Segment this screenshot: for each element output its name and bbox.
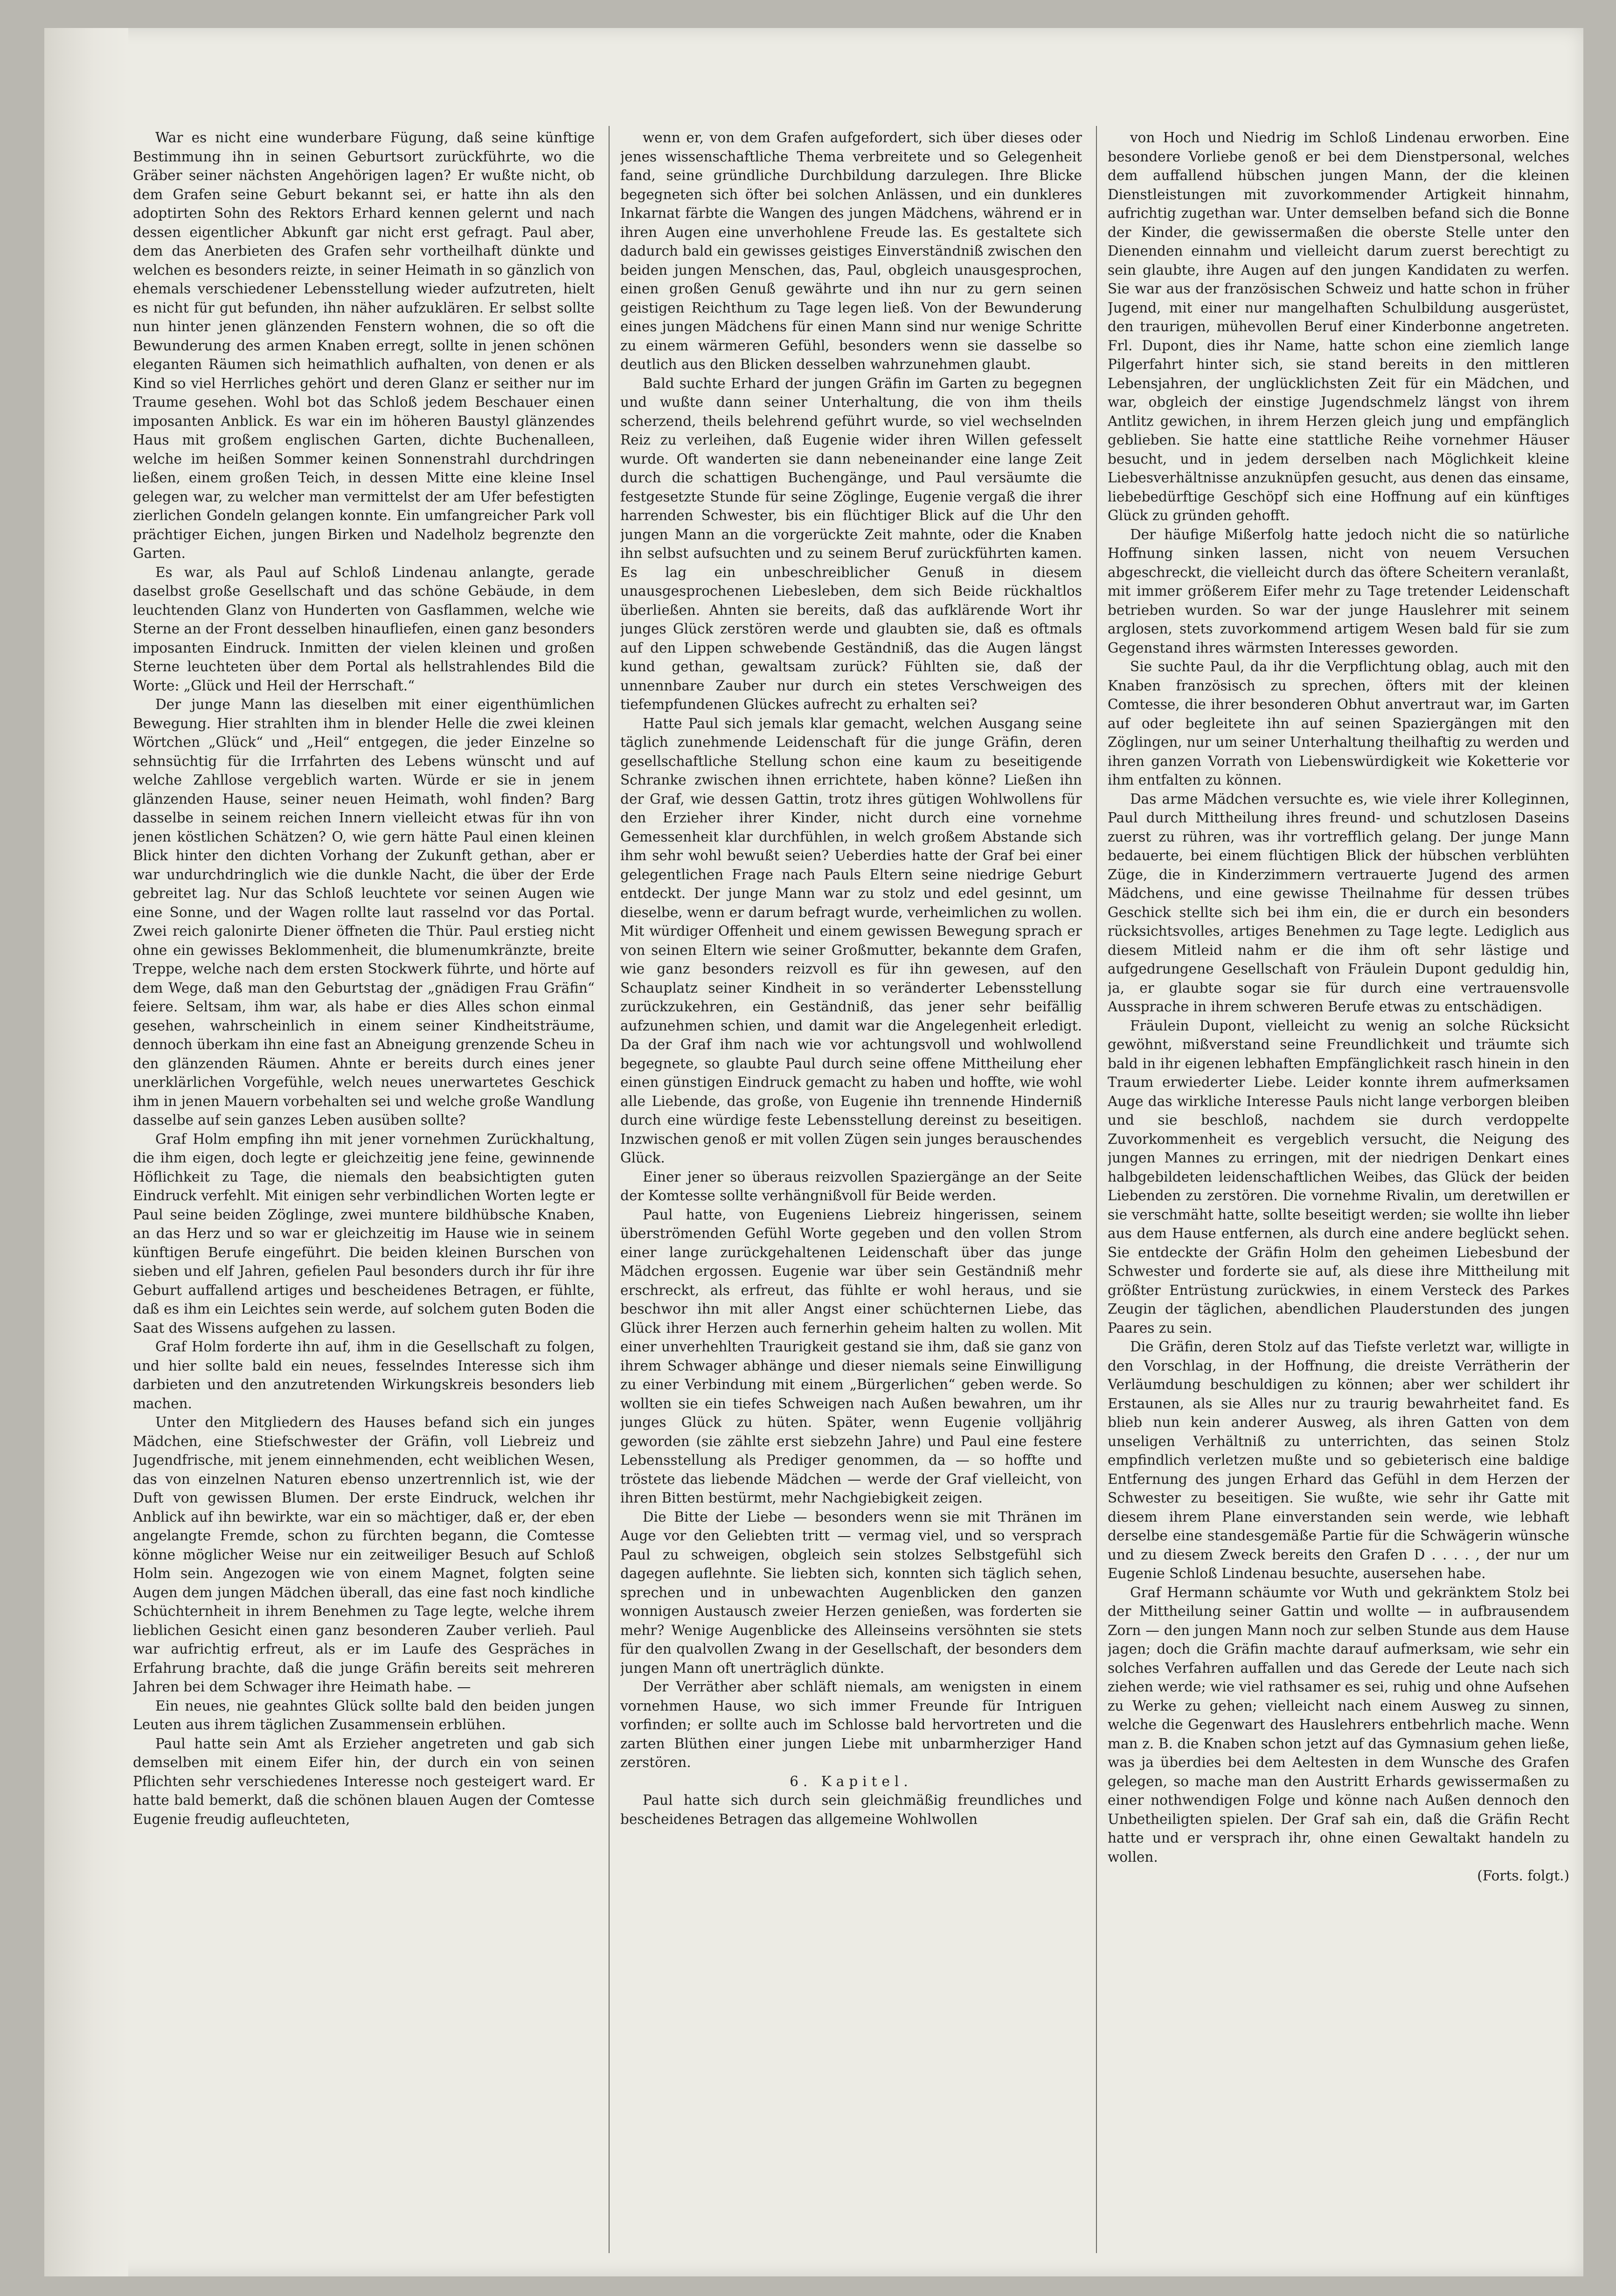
paragraph: Die Bitte der Liebe — besonders wenn sie mit Thränen im Auge vor den Geliebten tritt — vermag viel, und so versprach Paul zu schweigen, obgleich sein stolzes Selbstgefühl sich dagegen auflehnte. Sie liebten sich, konnten sich täglich sehen, sprechen und in unbewachten Augenblicken den ganzen wonnigen Austausch zweier Herzen genießen, was forderten sie mehr? Wenige Augenblicke des Alleinseins versöhnten sie stets für den qualvollen Zwang in der Gesellschaft, der besonders dem jungen Mann oft unerträglich dünkte. [620,1509,1082,1676]
text-column-2 [620,128,1082,2255]
continuation-note: (Forts. folgt.) [1477,1868,1569,1884]
paragraph: War es nicht eine wunderbare Fügung, daß seine künftige Bestimmung ihn in seinen Geburtsort zurückführte, wo die Gräber seiner nächsten Angehörigen lagen? Er wußte nicht, ob dem Grafen seine Geburt bekannt sei, er hatte ihn als den adoptirten Sohn des Rektors Erhard kennen gelernt und nach dessen eigentlicher Abkunft gar nicht erst gefragt. Paul aber, dem das Anerbieten des Grafen sehr vortheilhaft dünkte und welchen es besonders reizte, in seiner Heimath in so gänzlich von ehemals verschiedener Lebensstellung wieder aufzutreten, hielt es nicht für gut befunden, ihn näher aufzuklären. Er selbst sollte nun hinter jenen glänzenden Fenstern wohnen, die so oft die Bewunderung des armen Knaben erregt, sollte in jenen schönen eleganten Räumen sich heimathlich aufhalten, von denen er als Kind so viel Herrliches gehört und deren Glanz er seither nur im Traume gesehen. Wohl bot das Schloß jedem Beschauer einen imposanten Anblick. Es war ein im höheren Baustyl glänzendes Haus mit großem englischen Garten, dichte Buchenalleen, welche im heißen Sommer keinen Sonnenstrahl durchdringen ließen, einem großen Teich, in dessen Mitte eine kleine Insel gelegen war, zu welcher man vermittelst der am Ufer befestigten zierlichen Gondeln gelangen konnte. Ein umfangreicher Park voll prächtiger Eichen, jungen Birken und Nadelholz begrenzte den Garten. [133,130,595,561]
newspaper-page [44,28,1583,2276]
paragraph: von Hoch und Niedrig im Schloß Lindenau erworben. Eine besondere Vorliebe genoß er bei dem Dienstpersonal, welches dem auffallend hübschen jungen Mann, der die kleinen Dienstleistungen mit zuvorkommender Artigkeit hinnahm, aufrichtig zugethan war. Unter demselben befand sich die Bonne der Kinder, die gewissermaßen die oberste Stelle unter den Dienenden einnahm und vielleicht darum zuerst berechtigt zu sein glaubte, ihre Augen auf den jungen Kandidaten zu werfen. Sie war aus der französischen Schweiz und hatte schon in früher Jugend, mit einer nur mangelhaften Schulbildung ausgerüstet, den traurigen, mühevollen Beruf einer Kinderbonne angetreten. Frl. Dupont, dies ihr Name, hatte schon eine ziemlich lange Pilgerfahrt hinter sich, sie stand bereits in den mittleren Lebensjahren, der unglücklichsten Zeit für ein Mädchen, und war, obgleich der einstige Jugendschmelz längst von ihrem Antlitz gewichen, in ihrem Herzen gleich jung und empfänglich geblieben. Sie hatte eine stattliche Reihe vornehmer Häuser besucht, und in jedem derselben nach Möglichkeit kleine Liebesverhältnisse anzuknüpfen gesucht, aus denen das einsame, liebebedürftige Geschöpf sich eine Hoffnung auf ein künftiges Glück zu gründen gehofft. [1108,130,1569,523]
paragraph: Der Verräther aber schläft niemals, am wenigsten in einem vornehmen Hause, wo sich immer Freunde für Intriguen vorfinden; er sollte auch im Schlosse bald hervortreten und die zarten Blüthen einer jungen Liebe mit unbarmherziger Hand zerstören. [620,1679,1082,1770]
chapter-heading: 6. Kapitel. [790,1773,913,1789]
paragraph: Hatte Paul sich jemals klar gemacht, welchen Ausgang seine täglich zunehmende Leidenschaft für die junge Gräfin, deren gesellschaftliche Stellung schon eine kaum zu beseitigende Schranke zwischen ihnen errichtete, haben könne? Ließen ihn der Graf, wie dessen Gattin, trotz ihres gütigen Wohlwollens für den Erzieher ihrer Kinder, nicht durch eine vornehme Gemessenheit klar durchfühlen, in welch großem Abstande sich ihm sehr wohl bewußt seien? Ueberdies hatte der Graf bei einer gelegentlichen Frage nach Pauls Eltern seine niedrige Geburt entdeckt. Der junge Mann war zu stolz und edel gesinnt, um dieselbe, wenn er darum befragt wurde, verheimlichen zu wollen. Mit würdiger Offenheit und einem gewissen Bewegung sprach er von seinen Eltern wie seiner Großmutter, bekannte dem Grafen, wie ganz besonders reizvoll es für ihn gewesen, auf den Schauplatz seiner Kindheit in so veränderter Lebensstellung zurückzukehren, ein Geständniß, das jener sehr beifällig aufzunehmen schien, und damit war die Angelegenheit erledigt. Da der Graf ihm nach wie vor achtungsvoll und wohlwollend begegnete, so glaubte Paul durch seine offene Mittheilung eher einen günstigen Eindruck gemacht zu haben und hoffte, wie wohl alle Liebende, das große, von Eugenie ihn trennende Hinderniß durch eine würdige feste Lebensstellung dereinst zu beseitigen. Inzwischen genoß er mit vollen Zügen sein junges berauschendes Glück. [620,715,1082,1166]
paragraph: Der häufige Mißerfolg hatte jedoch nicht die so natürliche Hoffnung sinken lassen, nicht von neuem Versuchen abgeschreckt, die vielleicht durch das öftere Scheitern veranlaßt, mit immer größerem Eifer mehr zu Tage tretender Leidenschaft betrieben wurden. So war der junge Hauslehrer mit seinem arglosen, stets zuvorkommend artigem Wesen bald für sie zum Gegenstand ihres wärmsten Interesses geworden. [1108,526,1569,656]
text-column-3 [1108,128,1569,2255]
paragraph: Graf Hermann schäumte vor Wuth und gekränktem Stolz bei der Mittheilung seiner Gattin und wollte — in aufbrausendem Zorn — den jungen Mann noch zur selben Stunde aus dem Hause jagen; doch die Gräfin machte darauf aufmerksam, wie sehr ein solches Verfahren auffallen und das Gerede der Leute nach sich ziehen werde; wie viel rathsamer es sei, ruhig und ohne Aufsehen zu Werke zu gehen; vielleicht nach einem Ausweg zu sinnen, welche die Gegenwart des Hauslehrers entbehrlich mache. Wenn man z. B. die Knaben schon jetzt auf das Gymnasium gehen ließe, was ja überdies bei dem Aeltesten in dem Wunsche des Grafen gelegen, so mache man den Austritt Erhards gewissermaßen zu einer nothwendigen Folge und könne nach Außen dennoch den Unbetheiligten spielen. Der Graf sah ein, daß die Gräfin Recht hatte und er versprach ihr, ohne einen Gewaltakt handeln zu wollen. [1108,1584,1569,1865]
paragraph: Paul hatte sein Amt als Erzieher angetreten und gab sich demselben mit einem Eifer hin, der durch ein von seinen Pflichten sehr verschiedenes Interesse noch gesteigert ward. Er hatte bald bemerkt, daß die schönen blauen Augen der Comtesse Eugenie freudig aufleuchteten, [133,1735,595,1827]
page-binding-edge [44,28,128,2276]
paragraph: Die Gräfin, deren Stolz auf das Tiefste verletzt war, willigte in den Vorschlag, in der Hoffnung, die dreiste Verrätherin der Verläumdung beschuldigen zu können; aber wer schildert ihr Erstaunen, als sie Alles nur zu traurig bewahrheitet fand. Es blieb nun kein anderer Ausweg, als ihren Gatten von dem unseligen Verhältniß zu unterrichten, das seinen Stolz empfindlich verletzen mußte und so gebieterisch eine baldige Entfernung des jungen Erhard das Gefühl in dem Herzen der Schwester zu beseitigen. Sie wußte, wie sehr ihr Gatte mit diesem ihrem Plane einverstanden sein werde, wie lebhaft derselbe eine standesgemäße Partie für die Schwägerin wünsche und zu diesem Zweck bereits den Grafen D . . . . , der nur um Eugenie Schloß Lindenau besuchte, ausersehen habe. [1108,1339,1569,1581]
paragraph: Ein neues, nie geahntes Glück sollte bald den beiden jungen Leuten aus ihrem täglichen Zusammensein erblühen. [133,1698,595,1732]
paragraph: Graf Holm forderte ihn auf, ihm in die Gesellschaft zu folgen, und hier sollte bald ein neues, fesselndes Interesse sich ihm darbieten und den anzutretenden Wirkungskreis besonders lieb machen. [133,1339,595,1412]
paragraph: wenn er, von dem Grafen aufgefordert, sich über dieses oder jenes wissenschaftliche Thema verbreitete und so Gelegenheit fand, seine gründliche Durchbildung darzulegen. Ihre Blicke begegneten sich öfter bei solchen Anlässen, und ein dunkleres Inkarnat färbte die Wangen des jungen Mädchens, während er in ihren Augen eine unverhohlene Freude las. Es gestaltete sich dadurch bald ein gewisses geistiges Einverständniß zwischen den beiden jungen Menschen, das, Paul, obgleich unausgesprochen, einen großen Genuß gewährte und ihn nur zu gern seinen geistigen Reichthum zu Tage legen ließ. Von der Bewunderung eines jungen Mädchens für einen Mann sind nur wenige Schritte zu einem wärmeren Gefühl, besonders wenn sie dasselbe so deutlich aus den Blicken desselben wahrzunehmen glaubt. [620,130,1082,372]
paragraph: Unter den Mitgliedern des Hauses befand sich ein junges Mädchen, eine Stiefschwester der Gräfin, voll Liebreiz und Jugendfrische, mit jenem einnehmenden, echt weiblichen Wesen, das von einzelnen Naturen ebenso unzertrennlich ist, wie der Duft von gewissen Blumen. Der erste Eindruck, welchen ihr Anblick auf ihn bewirkte, war ein so mächtiger, daß er, der eben angelangte Fremde, schon zu fürchten begann, die Comtesse könne möglicher Weise nur ein zeitweiliger Besuch auf Schloß Holm sein. Angezogen wie von einem Magnet, folgten seine Augen dem jungen Mädchen überall, das eine fast noch kindliche Schüchternheit in ihrem Benehmen zu Tage legte, welche ihrem lieblichen Gesicht einen ganz besonderen Zauber verlieh. Paul war aufrichtig erfreut, als er im Laufe des Gespräches in Erfahrung brachte, daß die junge Gräfin bereits seit mehreren Jahren bei dem Schwager ihre Heimath habe. — [133,1414,595,1695]
text-column-1 [133,128,595,2255]
column-divider-1 [609,126,610,2253]
column-divider-2 [1096,126,1097,2253]
paragraph: Paul hatte, von Eugeniens Liebreiz hingerissen, seinem überströmenden Gefühl Worte gegeben und den vollen Strom einer lange zurückgehaltenen Leidenschaft über das junge Mädchen ergossen. Eugenie war über sein Geständniß mehr erschreckt, als erfreut, das fühlte er wohl heraus, und sie beschwor ihn mit aller Angst einer schüchternen Liebe, das Glück ihrer Herzen auch fernerhin geheim halten zu wollen. Mit einer unverhehlten Traurigkeit gestand sie ihm, daß sie ganz von ihrem Schwager abhänge und dieser niemals seine Einwilligung zu einer Verbindung mit einem „Bürgerlichen“ geben werde. So wollten sie ein tiefes Schweigen nach Außen bewahren, um ihr junges Glück zu hüten. Später, wenn Eugenie volljährig geworden (sie zählte erst siebzehn Jahre) und Paul eine festere Lebensstellung als Prediger genommen, da — so hoffte und tröstete das liebende Mädchen — werde der Graf vielleicht, von ihren Bitten bestürmt, mehr Nachgiebigkeit zeigen. [620,1206,1082,1506]
paragraph: Es war, als Paul auf Schloß Lindenau anlangte, gerade daselbst große Gesellschaft und das schöne Gebäude, in dem leuchtenden Glanz von Hunderten von Gasflammen, welche wie Sterne an der Front desselben hinaufliefen, einen ganz besonders imposanten Eindruck. Inmitten der vielen kleinen und großen Sterne leuchteten über dem Portal als hellstrahlendes Bild die Worte: „Glück und Heil der Herrschaft.“ [133,564,595,694]
paragraph: Graf Holm empfing ihn mit jener vornehmen Zurückhaltung, die ihm eigen, doch legte er gleichzeitig jene feine, gewinnende Höflichkeit zu Tage, die niemals den beabsichtigten guten Eindruck verfehlt. Mit einigen sehr verbindlichen Worten legte er Paul seine beiden Zöglinge, zwei muntere bildhübsche Knaben, an das Herz und so war er gleichzeitig im Hause wie in seinem künftigen Berufe eingeführt. Die beiden kleinen Burschen von sieben und elf Jahren, gefielen Paul besonders durch ihr für ihre Geburt auffallend artiges und bescheidenes Betragen, er fühlte, daß es ihm ein Leichtes sein werde, auf solchem guten Boden die Saat des Wissens aufgehen zu lassen. [133,1131,595,1336]
paragraph: Der junge Mann las dieselben mit einer eigenthümlichen Bewegung. Hier strahlten ihm in blender Helle die zwei kleinen Wörtchen „Glück“ und „Heil“ entgegen, die jeder Einzelne so sehnsüchtig für die Irrfahrten des Lebens wünscht und auf welche Zahllose vergeblich warten. Würde er sie in jenem glänzenden Hause, seiner neuen Heimath, wohl finden? Barg dasselbe in seinem reichen Innern vielleicht etwas für ihn von jenen köstlichen Schätzen? O, wie gern hätte Paul einen kleinen Blick hinter den dichten Vorhang der Zukunft gethan, aber er war undurchdringlich wie die dunkle Nacht, die über der Erde gebreitet lag. Nur das Schloß leuchtete vor seinen Augen wie eine Sonne, und der Wagen rollte laut rasselnd vor das Portal. Zwei reich galonirte Diener öffneten die Thür. Paul erstieg nicht ohne ein gewisses Beklommenheit, die blumenumkränzte, breite Treppe, welche nach dem ersten Stockwerk führte, und hörte auf dem Wege, daß man den Geburtstag der „gnädigen Frau Gräfin“ feiere. Seltsam, ihm war, als habe er dies Alles schon einmal gesehen, wahrscheinlich in einem seiner Kindheitsträume, dennoch überkam ihn eine fast an Abneigung grenzende Scheu in den glänzenden Räumen. Ahnte er bereits durch eines jener unerklärlichen Vorgefühle, welch neues unerwartetes Geschick ihm in jenen Mauern vorbehalten sei und welche große Wandlung dasselbe auf sein ganzes Leben ausüben sollte? [133,696,595,1128]
paragraph: Fräulein Dupont, vielleicht zu wenig an solche Rücksicht gewöhnt, mißverstand seine Freundlichkeit und träumte sich bald in ihr eigenen lebhaften Empfänglichkeit rasch hinein in den Traum erwiederter Liebe. Leider konnte ihrem aufmerksamen Auge das wirkliche Interesse Pauls nicht lange verborgen bleiben und sie beschloß, nachdem sie durch verdoppelte Zuvorkommenheit es vergeblich versucht, die Neigung des jungen Mannes zu erringen, mit der niedrigen Denkart eines halbgebildeten leidenschaftlichen Weibes, das Glück der beiden Liebenden zu zerstören. Die vornehme Rivalin, um deretwillen er sie verschmäht hatte, sollte beseitigt werden; sie wollte ihn lieber aus dem Hause entfernen, als durch eine andere beglückt sehen. Sie entdeckte der Gräfin Holm den geheimen Liebesbund der Schwester und forderte sie auf, als diese ihre Mittheilung mit größter Entrüstung zurückwies, in einem Versteck des Parkes Zeugin der täglichen, abendlichen Plauderstunden des jungen Paares zu sein. [1108,1017,1569,1336]
paragraph: Einer jener so überaus reizvollen Spaziergänge an der Seite der Komtesse sollte verhängnißvoll für Beide werden. [620,1169,1082,1204]
paragraph: Das arme Mädchen versuchte es, wie viele ihrer Kolleginnen, Paul durch Mittheilung ihres freund- und schutzlosen Daseins zuerst zu rühren, was ihr vortrefflich gelang. Der junge Mann bedauerte, bei einem flüchtigen Blick der hübschen verblühten Züge, die in Kinderzimmern vertrauerte Jugend des armen Mädchens, und eine gewisse Theilnahme für dessen trübes Geschick stellte sich bei ihm ein, die er durch ein besonders rücksichtsvolles, artiges Benehmen zu Tage legte. Lediglich aus diesem Mitleid nahm er die ihm oft sehr lästige und aufgedrungene Gesellschaft von Fräulein Dupont geduldig hin, ja, er glaubte sogar sie für durch eine vertrauensvolle Aussprache in ihrem schweren Berufe etwas zu entschädigen. [1108,791,1569,1015]
paragraph: Paul hatte sich durch sein gleichmäßig freundliches und bescheidenes Betragen das allgemeine Wohlwollen [620,1792,1082,1827]
paragraph: Sie suchte Paul, da ihr die Verpflichtung oblag, auch mit den Knaben französisch zu sprechen, öfters mit der kleinen Comtesse, die ihrer besonderen Obhut anvertraut war, im Garten auf oder begleitete ihn auf seinen Spaziergängen mit den Zöglingen, nur um seiner Unterhaltung theilhaftig zu werden und ihren ganzen Vorrath von Liebenswürdigkeit wie Koketterie vor ihm entfalten zu können. [1108,659,1569,788]
paragraph: Bald suchte Erhard der jungen Gräfin im Garten zu begegnen und wußte dann seiner Unterhaltung, die von ihm theils scherzend, theils belehrend geführt wurde, so viel wechselnden Reiz zu verleihen, daß Eugenie wider ihren Willen gefesselt wurde. Oft wanderten sie dann nebeneinander eine lange Zeit durch die schattigen Buchengänge, und Paul versäumte die festgesetzte Stunde für seine Zöglinge, Eugenie vergaß die ihrer harrenden Schwester, bis ein flüchtiger Blick auf die Uhr den jungen Mann an die vorgerückte Zeit mahnte, oder die Knaben ihn selbst aufsuchten und zu seinem Beruf zurückführten kamen. Es lag ein unbeschreiblicher Genuß in diesem unausgesprochenen Liebesleben, dem sich Beide rückhaltlos überließen. Ahnten sie bereits, daß das aufklärende Wort ihr junges Glück zerstören werde und glaubten sie, daß es oftmals auf den Lippen schwebende Geständniß, das die Augen längst kund gethan, gewaltsam zurück? Fühlten sie, daß der unnennbare Zauber nur durch ein stetes Verschweigen des tiefempfundenen Glückes aufrecht zu erhalten sei? [620,375,1082,712]
